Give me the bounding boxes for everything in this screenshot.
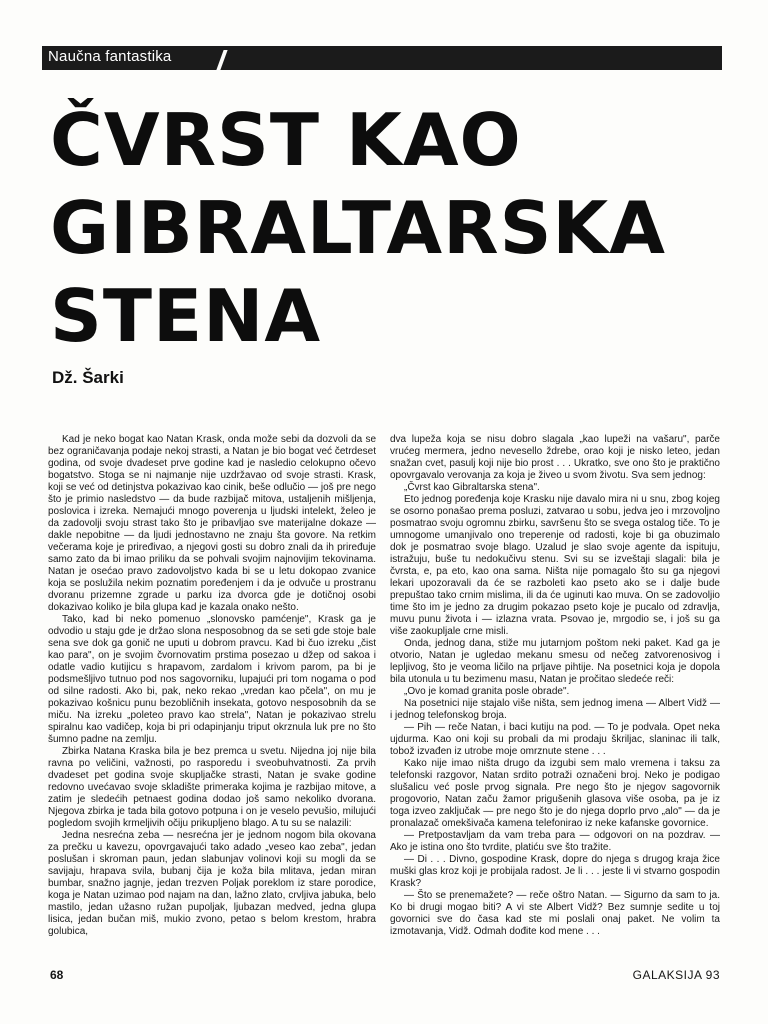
paragraph: dva lupeža koja se nisu dobro slagala „kao lupeži na vašaru", parče vrućeg mermera, jedno nevesello ždrebe, orao koji je nisko leteo, jedan snažan cvet, pasulj koji nije bio prost . . . Ukratko, sve ono što je praktično opovrgavalo verovanja za koja je živeo u svom životu. Sva sem jednog: [390,434,720,481]
title-line-1: ČVRST KAO [50,98,522,182]
section-label: Naučna fantastika [48,48,172,65]
paragraph: — Pih — reče Natan, i baci kutiju na pod. — To je podvala. Opet neka ujdurma. Kao oni koji su probali da mi prodaju škriljac, slaninac ili talk, tobož izvađen iz utrobe moje omrznute stene . . . [390,722,720,757]
text-column-left [48,434,376,938]
paragraph: Zbirka Natana Kraska bila je bez premca u svetu. Nijedna joj nije bila ravna po veličini, važnosti, po rasporedu i sveobuhvatnosti. Za prvih dvadeset pet godina svoje skupljačke strasti, Natan je svake godine redovno uvećavao svoje skladište primeraka kojima je razbijao mitove, a zatim je sledećih petnaest godina dodao još samo nekoliko dvorana. Njegova zbirka je tada bila gotovo potpuna i on je veselo pevušio, milujući pogledom svojih krmeljivih očiju prikupljeno blago. A tu su se nalazili: [48,746,376,829]
section-tab-edge [216,50,227,70]
paragraph: — Što se prenemažete? — reče oštro Natan. — Sigurno da sam to ja. Ko bi drugi mogao biti? A vi ste Albert Vidž? Bez sumnje sedite u toj govornici sve do časa kad ste mi poslali onaj paket. Ne volim ta izmotavanja, Vidž. Odmah dođite kod mene . . . [390,890,720,937]
paragraph: — Di . . . Divno, gospodine Krask, dopre do njega s drugog kraja žice muški glas kroz koji je probijala radost. Je li . . . jeste li vi stvarno gospodin Krask? [390,854,720,889]
paragraph: „Čvrst kao Gibraltarska stena". [404,482,540,493]
article-title [50,96,730,360]
paragraph: Onda, jednog dana, stiže mu jutarnjom poštom neki paket. Kad ga je otvorio, Natan je ugledao mekanu smesu od nečeg zatvorenosivog i lepljivog, što je veoma ličilo na prljave pihtije. Na posetnici koja je dopola bila utonula u tu bezimenu masu, Natan je pročitao sledeće reči: [390,638,720,685]
page-number: 68 [50,968,64,982]
paragraph: Na posetnici nije stajalo više ništa, sem jednog imena — Albert Vidž — i jednog telefonskog broja. [390,698,720,721]
paragraph: Tako, kad bi neko pomenuo „slonovsko pamćenje", Krask ga je odvodio u staju gde je držao slona nesposobnog da se seti gde stoje bale sena sve dok ga gonič ne uputi u dobrom pravcu. Kad bi čuo izreku „čist kao para", on je svojim čvornovatim prstima posezao u džep od sakoa i odatle vadio kutijicu s hrapavom, zardalom i krivom parom, pa bi je podsmešljivo tutnuo pod nos sagovorniku, lupajući pri tom nogama o pod od silne radosti. Ako bi, pak, neko rekao „vredan kao pčela", on mu je pokazivao košnicu punu bezobličnih insekata, gotovo nesposobnih da se miču. Na izreku „poleteo pravo kao strela", Natan je pokazivao strelu spiralnu kao vadičep, koja bi pri odapinjanju triput okrznula luk pre no što šumno padne na zemlju. [48,614,376,745]
paragraph: — Pretpostavljam da vam treba para — odgovori on na pozdrav. — Ako je istina ono što tvrdite, platiću sve što tražite. [390,830,720,853]
article-author: Dž. Šarki [52,368,124,387]
paragraph: Kad je neko bogat kao Natan Krask, onda može sebi da dozvoli da se bez ograničavanja podaje nekoj strasti, a Natan je bio bogat već četrdeset godina, od svoje dvadeset prve godine kad je nasledio celokupno očevo bogatstvo. Stoga se ni najmanje nije uzdržavao od svoje strasti. Krask, koji se već od detinjstva pokazivao kao cinik, beše odlučio — još pre nego što je primio nasledstvo — da bude razbijač mitova, ustaljenih mišljenja, poslovica i izreka. Nemajući mnogo poverenja u ljudski intelekt, želeo je da zadovolji svoju strast tako što je pribavljao sve materijalne dokaze — dakle nepobitne — da ljudi jednostavno ne znaju šta govore. Na retkim večerama koje je priređivao, a njegovi gosti su dobro znali da ih priređuje samo zato da bi imao priliku da se pohvali svojim najnovijim tekovinama. Natan je osećao pravo zadovoljstvo kada bi se u letu dokopao zvanice koja se poslužila nekim poznatim poređenjem i da je odvuče u prostranu dvoranu prizemne zgrade u parku iza dvorca gde je dotičnoj osobi dokazivao koliko je bila glupa kad je kazala onako nešto. [48,434,376,613]
paragraph: „Ovo je komad granita posle obrade". [404,686,570,697]
text-column-right [390,434,720,938]
title-line-2: GIBRALTARSKA [50,186,666,270]
magazine-issue: GALAKSIJA 93 [632,968,720,982]
paragraph: Jedna nesrećna zeba — nesrećna jer je jednom nogom bila okovana za prečku u kavezu, opovrgavajući tako adado „veseo kao zeba", jedan poslušan i skroman paun, jedan slabunjav volinovi koji su mogli da se savijaju, hrapava svila, bubanj čija je koža bila mlitava, jedan miran bumbar, snažno jagnje, jedan trezven Poljak poreklom iz stare porodice, koga je Natan uzimao pod najam na dan, lažno zlato, crvljiva jabuka, belo mastilo, jedan užasno ružan pupoljak, ljubazan medved, jedna glupa lisica, jedan bučan miš, mukio zvono, petao s belom krestom, hrabra golubica, [48,830,376,937]
section-header-bar [42,46,722,70]
paragraph: Eto jednog poređenja koje Krasku nije davalo mira ni u snu, zbog kojeg se osorno ponašao prema posluzi, zatvarao u sobu, jedva jeo i mrzovoljno posmatrao svoju ogromnu zbirku, savršenu što se svega ostalog tiče. To je umnogome umanjivalo ono treperenje od radosti, koje bi ga obuzimalo dok je posmatrao svoje blago. Uzalud je slao svoje agente da ispituju, istražuju, buše tu nedokučivu stenu. Svi su se izveštaji slagali: bila je čvrsta, e, pa eto, kao ona sama. Ništa nije pomagalo što su ga njegovi lekari upozoravali da će se razboleti kao pseto ako se i dalje bude prepuštao tako crnim mislima, ili da će uginuti kao muva. On se zadovoljio time što im je jedno za drugim pokazao pseto koje je pucalo od zdravlja, muvu punu života i — izlazna vrata. Psovao je, mrgodio se, i još su ga više zaokupljale crne misli. [390,494,720,637]
paragraph: Kako nije imao ništa drugo da izgubi sem malo vremena i taksu za telefonski razgovor, Natan srdito potraži označeni broj. Neko je podigao slušalicu već posle prvog signala. Pre nego što je njegov sagovornik progovorio, Natan začu žamor prigušenih glasova više osoba, pa je iz toga izveo zaključak — pre nego što je do njega doprlo prvo „alo" — da je pronalazač omekšivača kamena telefonirao iz neke kafanske govornice. [390,758,720,829]
title-line-3: STENA [50,274,322,358]
